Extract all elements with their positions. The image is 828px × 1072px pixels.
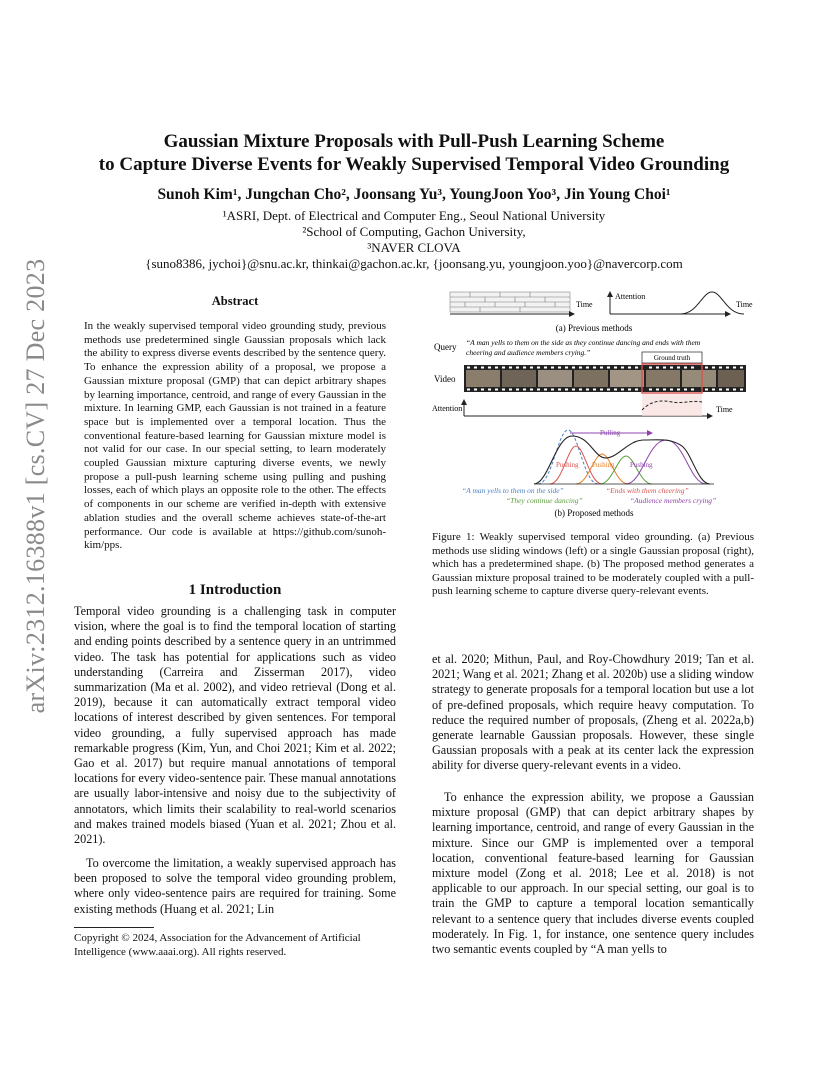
abstract-text: In the weakly supervised temporal video grounding study, previous methods use predetermined single Gaussian proposals which lack the ability to express diverse events described by the sentence query. To enhance the expression ability of a proposal, we propose a Gaussian mixture proposal (GMP) that can depict arbitrary shapes by learning importance, centroid, and range of every Gaussian in the mixture. In learning GMP, each Gaussian is not trained in a feature space but is implemented over a temporal location. Thus the conventional feature-based learning for Gaussian mixture model is not valid for our case. In our special setting, to learn moderately coupled Gaussian mixture capturing diverse events, we newly propose a pull-push learning scheme using pulling and pushing losses, each of which plays an opposite role to the other. The effects of components in our scheme are verified in-depth with extensive ablation studies and the overall scheme achieves state-of-the-art performance. Our code is available at https://github.com/sunoh-kim/pps. (84, 320, 386, 552)
arxiv-stamp (20, 258, 52, 714)
video-filmstrip (464, 364, 746, 393)
sliding-windows (450, 292, 593, 314)
affiliation-1: ¹ASRI, Dept. of Electrical and Computer Eng., Seoul National University (222, 208, 606, 223)
query-text-line2: cheering and audience members crying.” (466, 348, 591, 357)
pulling-label: Pulling (600, 429, 621, 437)
subcaption-a: (a) Previous methods (555, 323, 633, 333)
single-gaussian (610, 292, 753, 314)
paper-title (60, 130, 768, 176)
attention-label-a: Attention (615, 292, 646, 301)
author-list: Sunoh Kim¹, Jungchan Cho², Joonsang Yu³, YoungJoon Yoo³, Jin Young Choi¹ (157, 186, 671, 203)
event-2: “They continue dancing” (506, 496, 583, 505)
event-3: “Ends with them cheering” (606, 486, 689, 495)
affiliation-3: ³NAVER CLOVA (367, 240, 461, 255)
affiliation-2: ²School of Computing, Gachon University, (302, 224, 526, 239)
intro-paragraph-1: Temporal video grounding is a challenging task in computer vision, where the goal is to find the temporal location of starting and ending points described by a sentence query in an untrimmed video. The task has potential for applications such as video understanding (Carreira and Zisserman 2017), video summarization (Ma et al. 2002), and video retrieval (Dong et al. 2019), because it can automatically extract temporal video locations of interest described by given sentences. For temporal video grounding, a fully supervised approach has made remarkable progress (Kim, Yun, and Choi 2021; Kim et al. 2022; Gao et al. 2017) but require manual annotations of temporal locations for every video-sentence pair. These manual annotations are usually labor-intensive and noisy due to the subjectivity of annotators, which limits their scalability to real-world scenarios and makes trained models biased (Yuan et al. 2021; Zhou et al. 2021). (74, 604, 396, 847)
section-heading: 1 Introduction (188, 582, 282, 598)
title-line-2: to Capture Diverse Events for Weakly Supervised Temporal Video Grounding (98, 154, 730, 175)
video-label: Video (434, 374, 456, 384)
intro-paragraph-2: To overcome the limitation, a weakly supervised approach has been proposed to solve the temporal video grounding problem, where only video-sentence pairs are required for training. Some existing methods (Huang et al. 2021; Lin (74, 856, 396, 916)
title-line-1: Gaussian Mixture Proposals with Pull-Push Learning Scheme (163, 131, 665, 152)
copyright-notice: Copyright © 2024, Association for the Advancement of Artificial Intelligence (www.aaai.org). All rights reserved. (74, 932, 361, 958)
event-4: “Audience members crying” (630, 496, 717, 505)
figure-1 (430, 288, 758, 520)
right-paragraph-1: et al. 2020; Mithun, Paul, and Roy-Chowdhury 2019; Tan et al. 2021; Wang et al. 2021; Zhang et al. 2020b) use a sliding window strategy to generate proposals for a temporal location but use a lot of pre-defined proposals, which require heavy computation. To reduce the required number of proposals, (Zheng et al. 2022a,b) generate learnable Gaussian proposals. However, these single Gaussian proposals with a peak at its center lack the expression ability for diverse query-relevant events in a video. (432, 652, 754, 773)
figure-caption: Figure 1: Weakly supervised temporal video grounding. (a) Previous methods use sliding windows (left) or a single Gaussian proposal (right), which has a predetermined shape. (b) The proposed method generates a Gaussian mixture proposal trained to be moderately coupled with a pull-push learning scheme to capture diverse query-relevant events. (432, 531, 754, 597)
query-text-line1: “A man yells to them on the side as they continue dancing and ends with them (466, 338, 701, 347)
pushing-label-1: Pushing (556, 461, 579, 469)
ground-truth-label: Ground truth (653, 354, 691, 362)
pushing-label-3: Pushing (630, 461, 653, 469)
subcaption-b: (b) Proposed methods (554, 508, 634, 518)
time-label-a1: Time (576, 300, 593, 309)
time-label-b: Time (716, 405, 733, 414)
pushing-label-2: Pushing (592, 461, 615, 469)
gaussian-mixture (534, 429, 714, 484)
author-emails: {suno8386, jychoi}@snu.ac.kr, thinkai@gachon.ac.kr, {joonsang.yu, youngjoon.yoo}@navercorp.com (145, 256, 683, 271)
arxiv-id: arXiv:2312.16388v1 [cs.CV] 27 Dec 2023 (21, 258, 50, 714)
time-label-a2: Time (736, 300, 753, 309)
query-label: Query (434, 342, 457, 352)
event-1: “A man yells to them on the side” (462, 486, 564, 495)
attention-label-b: Attention (432, 404, 463, 413)
right-paragraph-2: To enhance the expression ability, we propose a Gaussian mixture proposal (GMP) that can depict arbitrary shapes by learning importance, centroid, and range of every Gaussian in the mixture. Since our GMP is implemented over a temporal location, conventional feature-based learning for Gaussian mixture model (Zong et al. 2018; Lee et al. 2018) is not applicable to our approach. In our special setting, our goal is to train the GMP to capture a temporal location semantically relevant to a sentence query that includes diverse events coupled moderately. In Fig. 1, for instance, one sentence query includes two semantic events coupled by “A man yells to (432, 790, 754, 957)
footnote-rule (74, 927, 154, 928)
abstract-heading: Abstract (211, 294, 259, 308)
